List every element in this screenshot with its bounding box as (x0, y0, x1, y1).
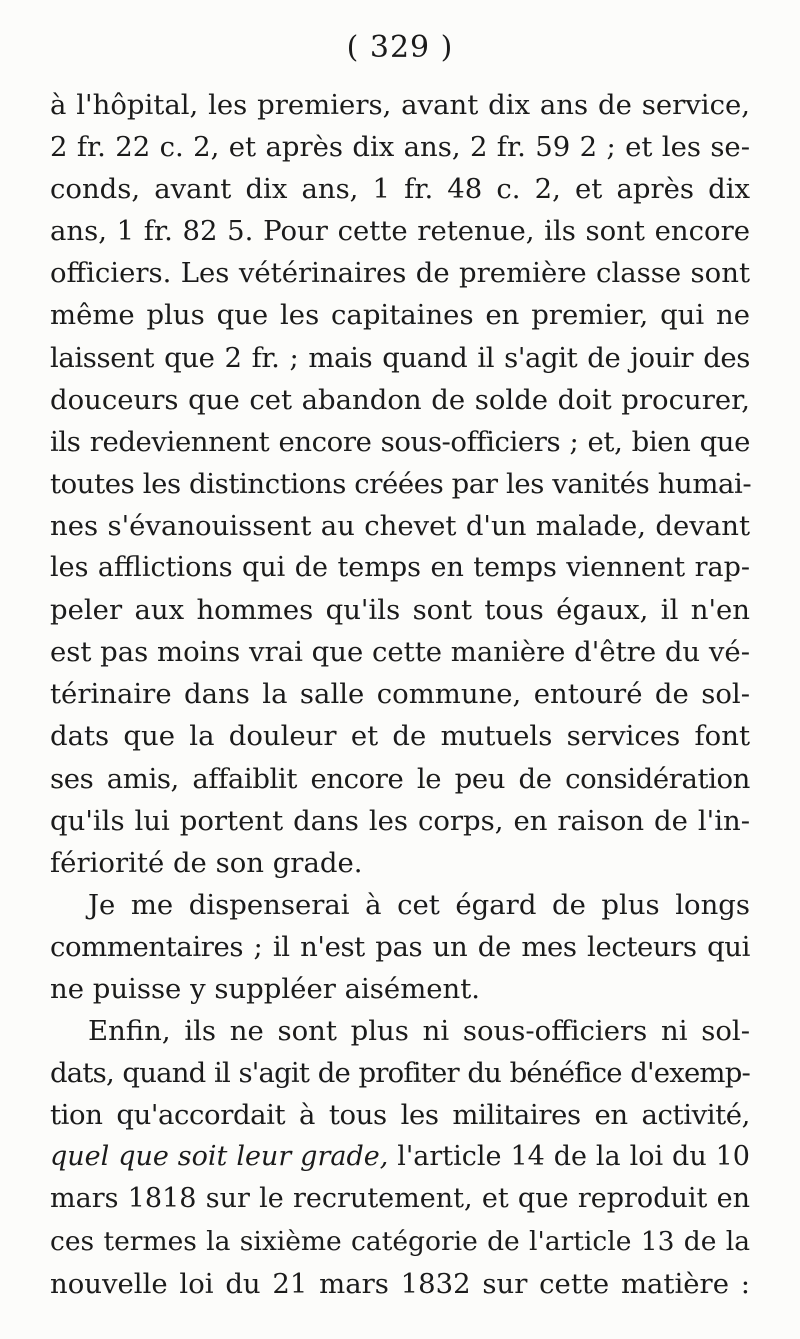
text-line: dats que la douleur et de mutuels services font (50, 720, 750, 753)
text-line: 2 fr. 22 c. 2, et après dix ans, 2 fr. 59 2 ; et les se- (50, 131, 750, 164)
text-line: Je me dispenserai à cet égard de plus longs (88, 888, 750, 921)
page-text (50, 84, 750, 1305)
text-line: à l'hôpital, les premiers, avant dix ans de service, (50, 89, 750, 121)
page-number: ( 329 ) (346, 30, 454, 65)
paragraph-1 (50, 84, 750, 884)
text-line: laissent que 2 fr. ; mais quand il s'agit de jouir des (50, 341, 750, 374)
text-line: ces termes la sixième catégorie de l'article 13 de la (50, 1225, 750, 1257)
text-line: ans, 1 fr. 82 5. Pour cette retenue, ils sont encore (50, 215, 750, 248)
text-line: ses amis, affaiblit encore le peu de considération (50, 762, 750, 795)
text-line: ils redeviennent encore sous-officiers ; et, bien que (50, 425, 750, 458)
text-line-rest: l'article 14 de la loi du 10 (397, 1141, 750, 1173)
text-line: nouvelle loi du 21 mars 1832 sur cette matière : (50, 1267, 750, 1300)
text-line: dats, quand il s'agit de profiter du bénéfice d'exemp- (50, 1057, 750, 1090)
text-line-with-italic (50, 1136, 750, 1178)
text-line: peler aux hommes qu'ils sont tous égaux, il n'en (50, 594, 750, 627)
text-line: conds, avant dix ans, 1 fr. 48 c. 2, et après dix (50, 173, 750, 206)
text-line: tion qu'accordait à tous les militaires en activité, (50, 1099, 750, 1132)
text-line: ne puisse y suppléer aisément. (50, 972, 481, 1005)
text-line: même plus que les capitaines en premier, qui ne (50, 299, 750, 332)
text-line: Enfin, ils ne sont plus ni sous-officiers ni sol- (88, 1015, 750, 1048)
text-line: nes s'évanouissent au chevet d'un malade, devant (50, 509, 750, 542)
text-line: qu'ils lui portent dans les corps, en raison de l'in- (50, 804, 750, 837)
paragraph-2 (50, 884, 750, 1010)
text-line: commentaires ; il n'est pas un de mes lecteurs qui (50, 930, 750, 963)
text-line: douceurs que cet abandon de solde doit procurer, (50, 383, 750, 416)
italic-phrase: quel que soit leur grade, (50, 1141, 389, 1173)
text-line: térinaire dans la salle commune, entouré de sol- (50, 678, 750, 711)
text-line: fériorité de son grade. (50, 846, 363, 879)
text-line: toutes les distinctions créées par les vanités humai- (50, 467, 752, 500)
paragraph-3 (50, 1010, 750, 1305)
text-line: mars 1818 sur le recrutement, et que reproduit en (50, 1183, 750, 1215)
text-line: officiers. Les vétérinaires de première classe sont (50, 257, 750, 290)
text-line: les afflictions qui de temps en temps viennent rap- (50, 552, 750, 584)
text-line: est pas moins vrai que cette manière d'être du vé- (50, 636, 750, 669)
